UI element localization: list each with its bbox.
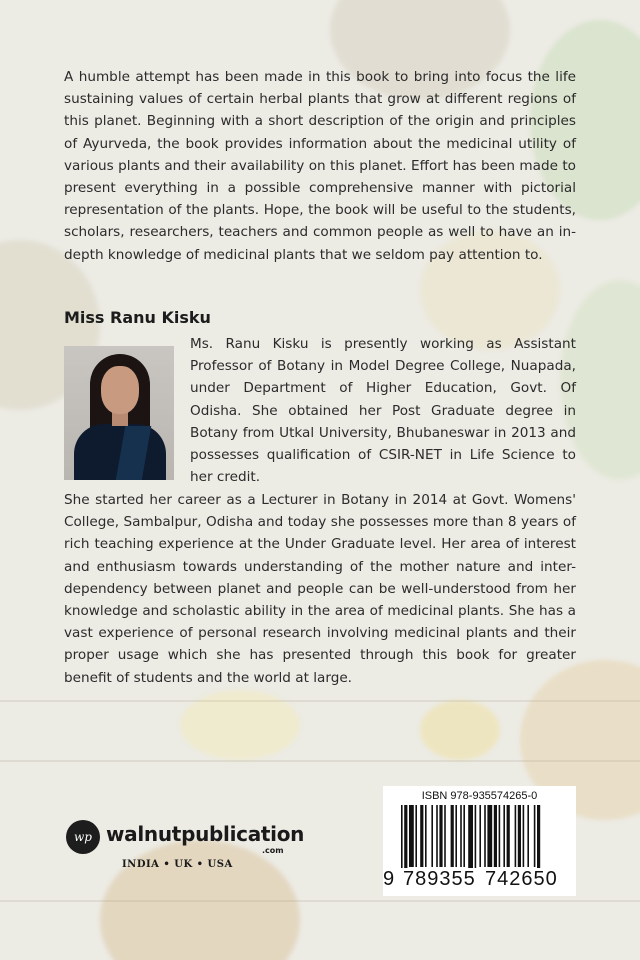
- isbn-barcode-block: [383, 786, 576, 896]
- book-blurb: A humble attempt has been made in this book to bring into focus the life sustaining values of certain herbal plants that grow at different regions of this planet. Beginning with a short description of the origin and principles of Ayurveda, the book provides information about the medicinal utility of various plants and their availability on this planet. Effort has been made to present everything in a possible comprehensive manner with pictorial representation of the plants. Hope, the book will be useful to the students, scholars, researchers, teachers and common people as well to have an in-depth knowledge of medicinal plants that we seldom pay attention to.: [64, 69, 576, 263]
- author-photo: [64, 346, 174, 480]
- author-name: Miss Ranu Kisku: [64, 308, 211, 327]
- author-bio-career: She started her career as a Lecturer in Botany in 2014 at Govt. Womens' College, Sambalpur, Odisha and today she possesses more than 8 years of rich teaching experience at the Under Graduate level. Her area of interest and enthusiasm towards understanding of the mother nature and inter-dependency between planet and people can be well-understood from her knowledge and scholastic ability in the area of medicinal plants. She has a vast experience of personal research involving medicinal plants and their proper usage which she has presented through this book for greater benefit of students and the world at large.: [64, 492, 576, 686]
- isbn-label: ISBN 978-935574265-0: [421, 790, 538, 802]
- author-bio-intro: Ms. Ranu Kisku is presently working as Assistant Professor of Botany in Model Degree College, Nuapada, under Department of Higher Education, Govt. Of Odisha. She obtained her Post Graduate degree in Botany from Utkal University, Bhubaneswar in 2013 and possesses qualification of CSIR-NET in Life Science to her credit.: [190, 336, 576, 486]
- isbn-digit-lead: 9: [383, 868, 395, 890]
- isbn-digits-left: 789355: [403, 868, 476, 890]
- barcode-image: [387, 805, 572, 873]
- isbn-digits: [383, 866, 576, 892]
- isbn-digits-right: 742650: [485, 868, 558, 890]
- publisher-monogram: wp: [66, 820, 100, 854]
- publisher-domain: .com: [262, 846, 284, 855]
- publisher-countries: INDIA • UK • USA: [122, 859, 233, 870]
- publisher-name: walnutpublication: [106, 822, 305, 846]
